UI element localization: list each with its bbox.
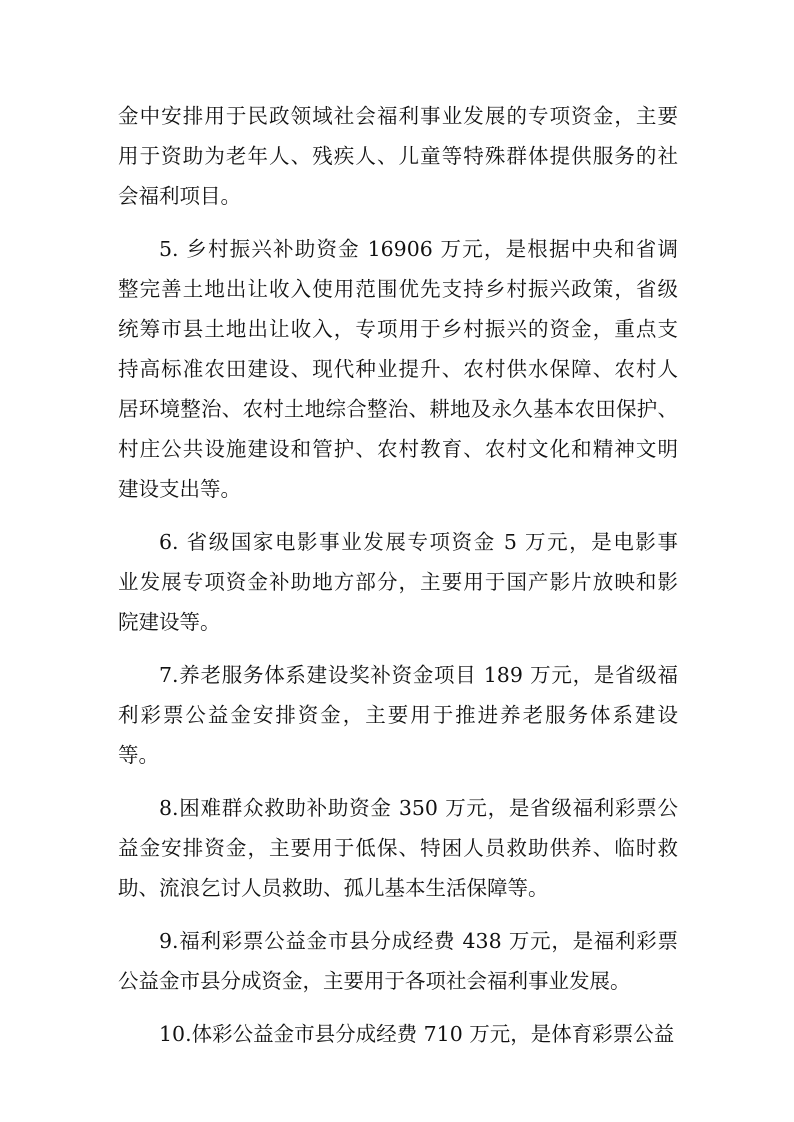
text-line: 会福利项目。 <box>118 184 241 208</box>
paragraph-gap <box>118 775 678 788</box>
paragraph <box>118 96 678 216</box>
text-line: 业发展专项资金补助地方部分，主要用于国产影片放映和影 <box>118 570 678 594</box>
paragraph-gap <box>118 642 678 655</box>
paragraph-gap <box>118 509 678 522</box>
paragraph <box>118 788 678 908</box>
text-line: 整完善土地出让收入使用范围优先支持乡村振兴政策，省级 <box>118 277 678 301</box>
text-line: 用于资助为老年人、残疾人、儿童等特殊群体提供服务的社 <box>118 144 678 168</box>
text-line: 5. 乡村振兴补助资金 16906 万元，是根据中央和省调 <box>159 237 678 261</box>
text-line: 村庄公共设施建设和管护、农村教育、农村文化和精神文明 <box>118 437 678 461</box>
text-line: 建设支出等。 <box>118 477 241 501</box>
text-line: 9.福利彩票公益金市县分成经费 438 万元，是福利彩票 <box>159 929 678 953</box>
text-line: 等。 <box>118 743 159 767</box>
paragraph <box>118 655 678 775</box>
text-line: 持高标准农田建设、现代种业提升、农村供水保障、农村人 <box>118 357 678 381</box>
text-line: 院建设等。 <box>118 610 221 634</box>
text-line: 金中安排用于民政领域社会福利事业发展的专项资金，主要 <box>118 104 678 128</box>
paragraph-gap <box>118 1001 678 1014</box>
text-line: 8.困难群众救助补助资金 350 万元，是省级福利彩票公 <box>159 796 678 820</box>
text-line: 居环境整治、农村土地综合整治、耕地及永久基本农田保护、 <box>118 397 678 421</box>
paragraph <box>118 522 678 642</box>
text-line: 10.体彩公益金市县分成经费 710 万元，是体育彩票公益 <box>159 1022 675 1046</box>
text-line: 统筹市县土地出让收入，专项用于乡村振兴的资金，重点支 <box>118 317 678 341</box>
paragraph <box>118 1014 678 1054</box>
text-line: 益金安排资金，主要用于低保、特困人员救助供养、临时救 <box>118 836 678 860</box>
paragraph-gap <box>118 908 678 921</box>
text-line: 6. 省级国家电影事业发展专项资金 5 万元，是电影事 <box>159 530 678 554</box>
text-line: 7.养老服务体系建设奖补资金项目 189 万元，是省级福 <box>159 663 678 687</box>
text-line: 公益金市县分成资金，主要用于各项社会福利事业发展。 <box>118 969 631 993</box>
text-line: 利彩票公益金安排资金，主要用于推进养老服务体系建设 <box>118 703 678 727</box>
paragraph <box>118 921 678 1001</box>
document-body <box>118 96 678 1054</box>
text-line: 助、流浪乞讨人员救助、孤儿基本生活保障等。 <box>118 876 549 900</box>
paragraph <box>118 229 678 509</box>
paragraph-gap <box>118 216 678 229</box>
